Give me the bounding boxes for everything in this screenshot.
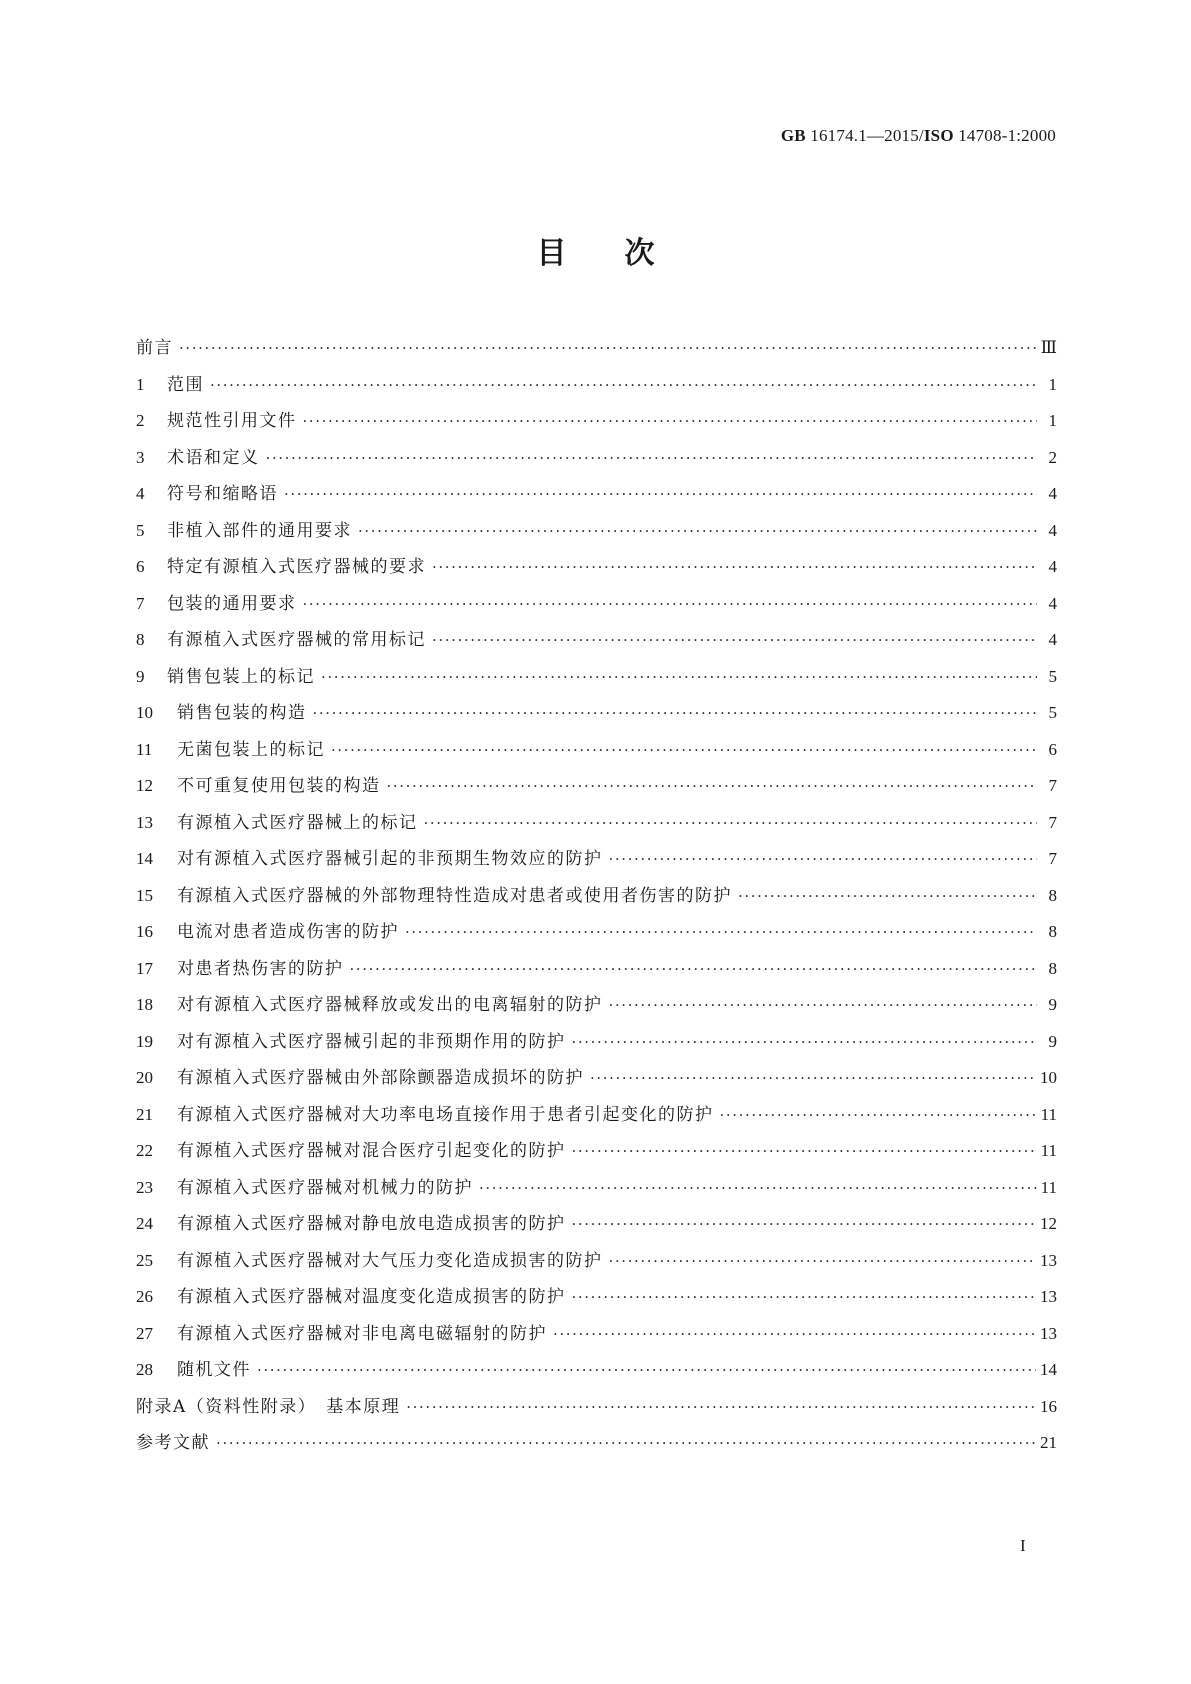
toc-entry-page: 11 [1040,1141,1057,1160]
toc-dot-leader [266,440,1038,477]
toc-entry[interactable] [136,622,1057,659]
toc-dot-leader [216,1425,1036,1462]
toc-entry-label: 有源植入式医疗器械对混合医疗引起变化的防护 [177,1141,566,1161]
toc-entry-number: 15 [136,885,153,905]
toc-entry[interactable] [136,403,1057,440]
toc-entry-label: 有源植入式医疗器械的常用标记 [167,630,426,650]
toc-entry-number: 21 [136,1104,153,1124]
toc-entry[interactable] [136,805,1057,842]
toc-entry-number: 8 [136,630,145,649]
toc-entry-label: 有源植入式医疗器械对静电放电造成损害的防护 [177,1214,566,1234]
toc-entry-page: 8 [1048,958,1057,978]
toc-dot-leader [321,659,1037,696]
toc-dot-leader [210,367,1037,404]
toc-entry-page: 4 [1048,520,1057,540]
toc-entry-label: 规范性引用文件 [167,411,297,431]
toc-entry[interactable] [136,768,1057,805]
toc-entry-number: 5 [136,520,145,540]
toc-dot-leader [572,1024,1038,1061]
toc-entry[interactable] [136,732,1057,769]
toc-entry[interactable] [136,1206,1057,1243]
toc-entry-page: 13 [1040,1287,1057,1306]
toc-entry-page: 8 [1048,885,1057,905]
toc-dot-leader [609,841,1038,878]
toc-entry-number: 4 [136,484,145,503]
toc-entry-number: 9 [136,666,145,686]
toc-entry-number: 13 [136,812,153,832]
toc-dot-leader [572,1279,1037,1316]
toc-entry-label: 有源植入式医疗器械的外部物理特性造成对患者或使用者伤害的防护 [177,885,732,906]
toc-entry[interactable] [136,586,1057,623]
table-of-contents [136,330,1057,1462]
toc-dot-leader [609,1243,1037,1280]
page-number: I [1020,1536,1026,1555]
toc-entry-number: 26 [136,1287,153,1306]
toc-entry[interactable] [136,476,1057,513]
toc-entry-page: 13 [1040,1250,1057,1270]
toc-entry-page: 5 [1048,666,1057,686]
toc-entry-label: 不可重复使用包装的构造 [177,776,381,796]
toc-dot-leader [609,987,1038,1024]
toc-entry-label: 范围 [167,374,204,395]
toc-entry-number: 16 [136,922,153,941]
toc-entry-page: 14 [1040,1360,1057,1379]
toc-entry-label: 对有源植入式医疗器械引起的非预期作用的防护 [177,1031,566,1052]
toc-entry[interactable] [136,1060,1057,1097]
toc-entry[interactable] [136,513,1057,550]
toc-entry-number: 7 [136,593,145,613]
toc-entry-label: 有源植入式医疗器械对温度变化造成损害的防护 [177,1287,566,1307]
toc-dot-leader [257,1352,1036,1389]
toc-entry-label: 有源植入式医疗器械上的标记 [177,812,418,833]
toc-entry-number: 20 [136,1068,153,1087]
toc-entry-number: 25 [136,1250,153,1270]
toc-entry[interactable] [136,549,1057,586]
toc-dot-leader [432,622,1037,659]
toc-entry-label: 对患者热伤害的防护 [177,958,344,979]
toc-entry-label: 有源植入式医疗器械对机械力的防护 [177,1177,473,1198]
toc-entry-number: 22 [136,1141,153,1160]
iso-prefix: ISO [923,126,954,145]
toc-dot-leader [284,476,1037,513]
toc-entry-page: 5 [1048,703,1057,722]
toc-entry-page: 11 [1040,1177,1057,1197]
toc-dot-leader [572,1133,1037,1170]
toc-entry-page: 7 [1048,849,1057,868]
toc-entry-page: 7 [1048,812,1057,832]
toc-entry-page: Ⅲ [1040,338,1057,357]
toc-entry[interactable] [136,440,1057,477]
toc-entry-page: 16 [1040,1396,1057,1416]
toc-entry[interactable] [136,1170,1057,1207]
toc-entry-number: 6 [136,557,145,576]
toc-entry-label: 附录A（资料性附录） 基本原理 [136,1396,401,1417]
toc-entry-label: 销售包装上的标记 [167,666,315,687]
toc-entry-number: 12 [136,776,153,795]
toc-entry-number: 2 [136,411,145,430]
toc-entry-label: 特定有源植入式医疗器械的要求 [167,557,426,577]
toc-dot-leader [387,768,1038,805]
toc-entry[interactable] [136,841,1057,878]
toc-entry[interactable] [136,367,1057,404]
toc-dot-leader [738,878,1037,915]
toc-entry-number: 19 [136,1031,153,1051]
toc-entry[interactable] [136,1243,1057,1280]
toc-entry-page: 13 [1040,1323,1057,1343]
toc-entry-page: 8 [1048,922,1057,941]
toc-dot-leader [358,513,1037,550]
toc-dot-leader [720,1097,1037,1134]
toc-entry-label: 有源植入式医疗器械对大气压力变化造成损害的防护 [177,1250,603,1271]
toc-dot-leader [405,914,1037,951]
toc-entry-label: 有源植入式医疗器械由外部除颤器造成损坏的防护 [177,1068,584,1088]
toc-entry-label: 有源植入式医疗器械对非电离电磁辐射的防护 [177,1323,547,1344]
toc-dot-leader [406,1389,1036,1426]
toc-entry-label: 随机文件 [177,1360,251,1380]
toc-entry-number: 24 [136,1214,153,1233]
toc-entry-label: 无菌包装上的标记 [177,739,325,760]
toc-entry-page: 9 [1048,1031,1057,1051]
toc-entry-page: 2 [1048,447,1057,467]
toc-entry-number: 28 [136,1360,153,1379]
toc-entry-label: 销售包装的构造 [177,703,307,723]
toc-entry-page: 11 [1040,1104,1057,1124]
toc-entry-label: 非植入部件的通用要求 [167,520,352,541]
toc-entry[interactable] [136,1279,1057,1316]
toc-entry[interactable] [136,1024,1057,1061]
toc-entry-label: 包装的通用要求 [167,593,297,614]
toc-entry-number: 3 [136,447,145,467]
toc-entry-page: 21 [1040,1433,1057,1452]
toc-entry-label: 参考文献 [136,1433,210,1453]
toc-entry-page: 1 [1048,411,1057,430]
toc-entry-label: 符号和缩略语 [167,484,278,504]
toc-dot-leader [303,403,1038,440]
toc-entry[interactable] [136,914,1057,951]
toc-entry-label: 电流对患者造成伤害的防护 [177,922,399,942]
toc-entry-page: 4 [1048,593,1057,613]
toc-dot-leader [313,695,1038,732]
toc-dot-leader [479,1170,1037,1207]
toc-entry-page: 9 [1048,995,1057,1014]
toc-dot-leader [424,805,1038,842]
toc-entry-page: 10 [1040,1068,1057,1087]
toc-entry-page: 4 [1048,630,1057,649]
standard-number: 16174.1—2015/ [810,126,924,145]
toc-entry-number: 17 [136,958,153,978]
toc-entry[interactable] [136,1389,1057,1426]
toc-entry-number: 11 [136,739,153,759]
toc-entry[interactable] [136,1425,1057,1462]
toc-dot-leader [590,1060,1036,1097]
toc-entry-page: 12 [1040,1214,1057,1233]
toc-dot-leader [432,549,1037,586]
toc-entry-number: 23 [136,1177,153,1197]
toc-entry[interactable] [136,987,1057,1024]
toc-entry-page: 7 [1048,776,1057,795]
toc-entry-page: 4 [1048,557,1057,576]
toc-entry-number: 1 [136,374,145,394]
toc-entry-label: 对有源植入式医疗器械引起的非预期生物效应的防护 [177,849,603,869]
toc-entry[interactable] [136,659,1057,696]
toc-entry[interactable] [136,1352,1057,1389]
toc-entry-number: 18 [136,995,153,1014]
toc-entry-number: 27 [136,1323,153,1343]
toc-entry-label: 前言 [136,338,173,358]
toc-entry-label: 有源植入式医疗器械对大功率电场直接作用于患者引起变化的防护 [177,1104,714,1125]
toc-entry[interactable] [136,330,1057,367]
toc-entry-label: 术语和定义 [167,447,260,468]
toc-entry[interactable] [136,695,1057,732]
toc-dot-leader [572,1206,1037,1243]
toc-dot-leader [350,951,1038,988]
toc-entry-page: 4 [1048,484,1057,503]
toc-entry[interactable] [136,1097,1057,1134]
page-title: 目次 [536,236,713,271]
toc-entry-number: 14 [136,849,153,868]
toc-entry[interactable] [136,1316,1057,1353]
toc-entry-label: 对有源植入式医疗器械释放或发出的电离辐射的防护 [177,995,603,1015]
standard-prefix: GB [780,126,806,145]
toc-entry[interactable] [136,951,1057,988]
toc-entry[interactable] [136,878,1057,915]
toc-dot-leader [553,1316,1036,1353]
toc-entry-page: 6 [1048,739,1057,759]
toc-dot-leader [179,330,1037,367]
toc-dot-leader [303,586,1038,623]
toc-entry[interactable] [136,1133,1057,1170]
toc-dot-leader [331,732,1037,769]
standard-code [781,126,1056,146]
toc-entry-page: 1 [1048,374,1057,394]
iso-number: 14708-1:2000 [958,126,1056,145]
toc-entry-number: 10 [136,703,153,722]
